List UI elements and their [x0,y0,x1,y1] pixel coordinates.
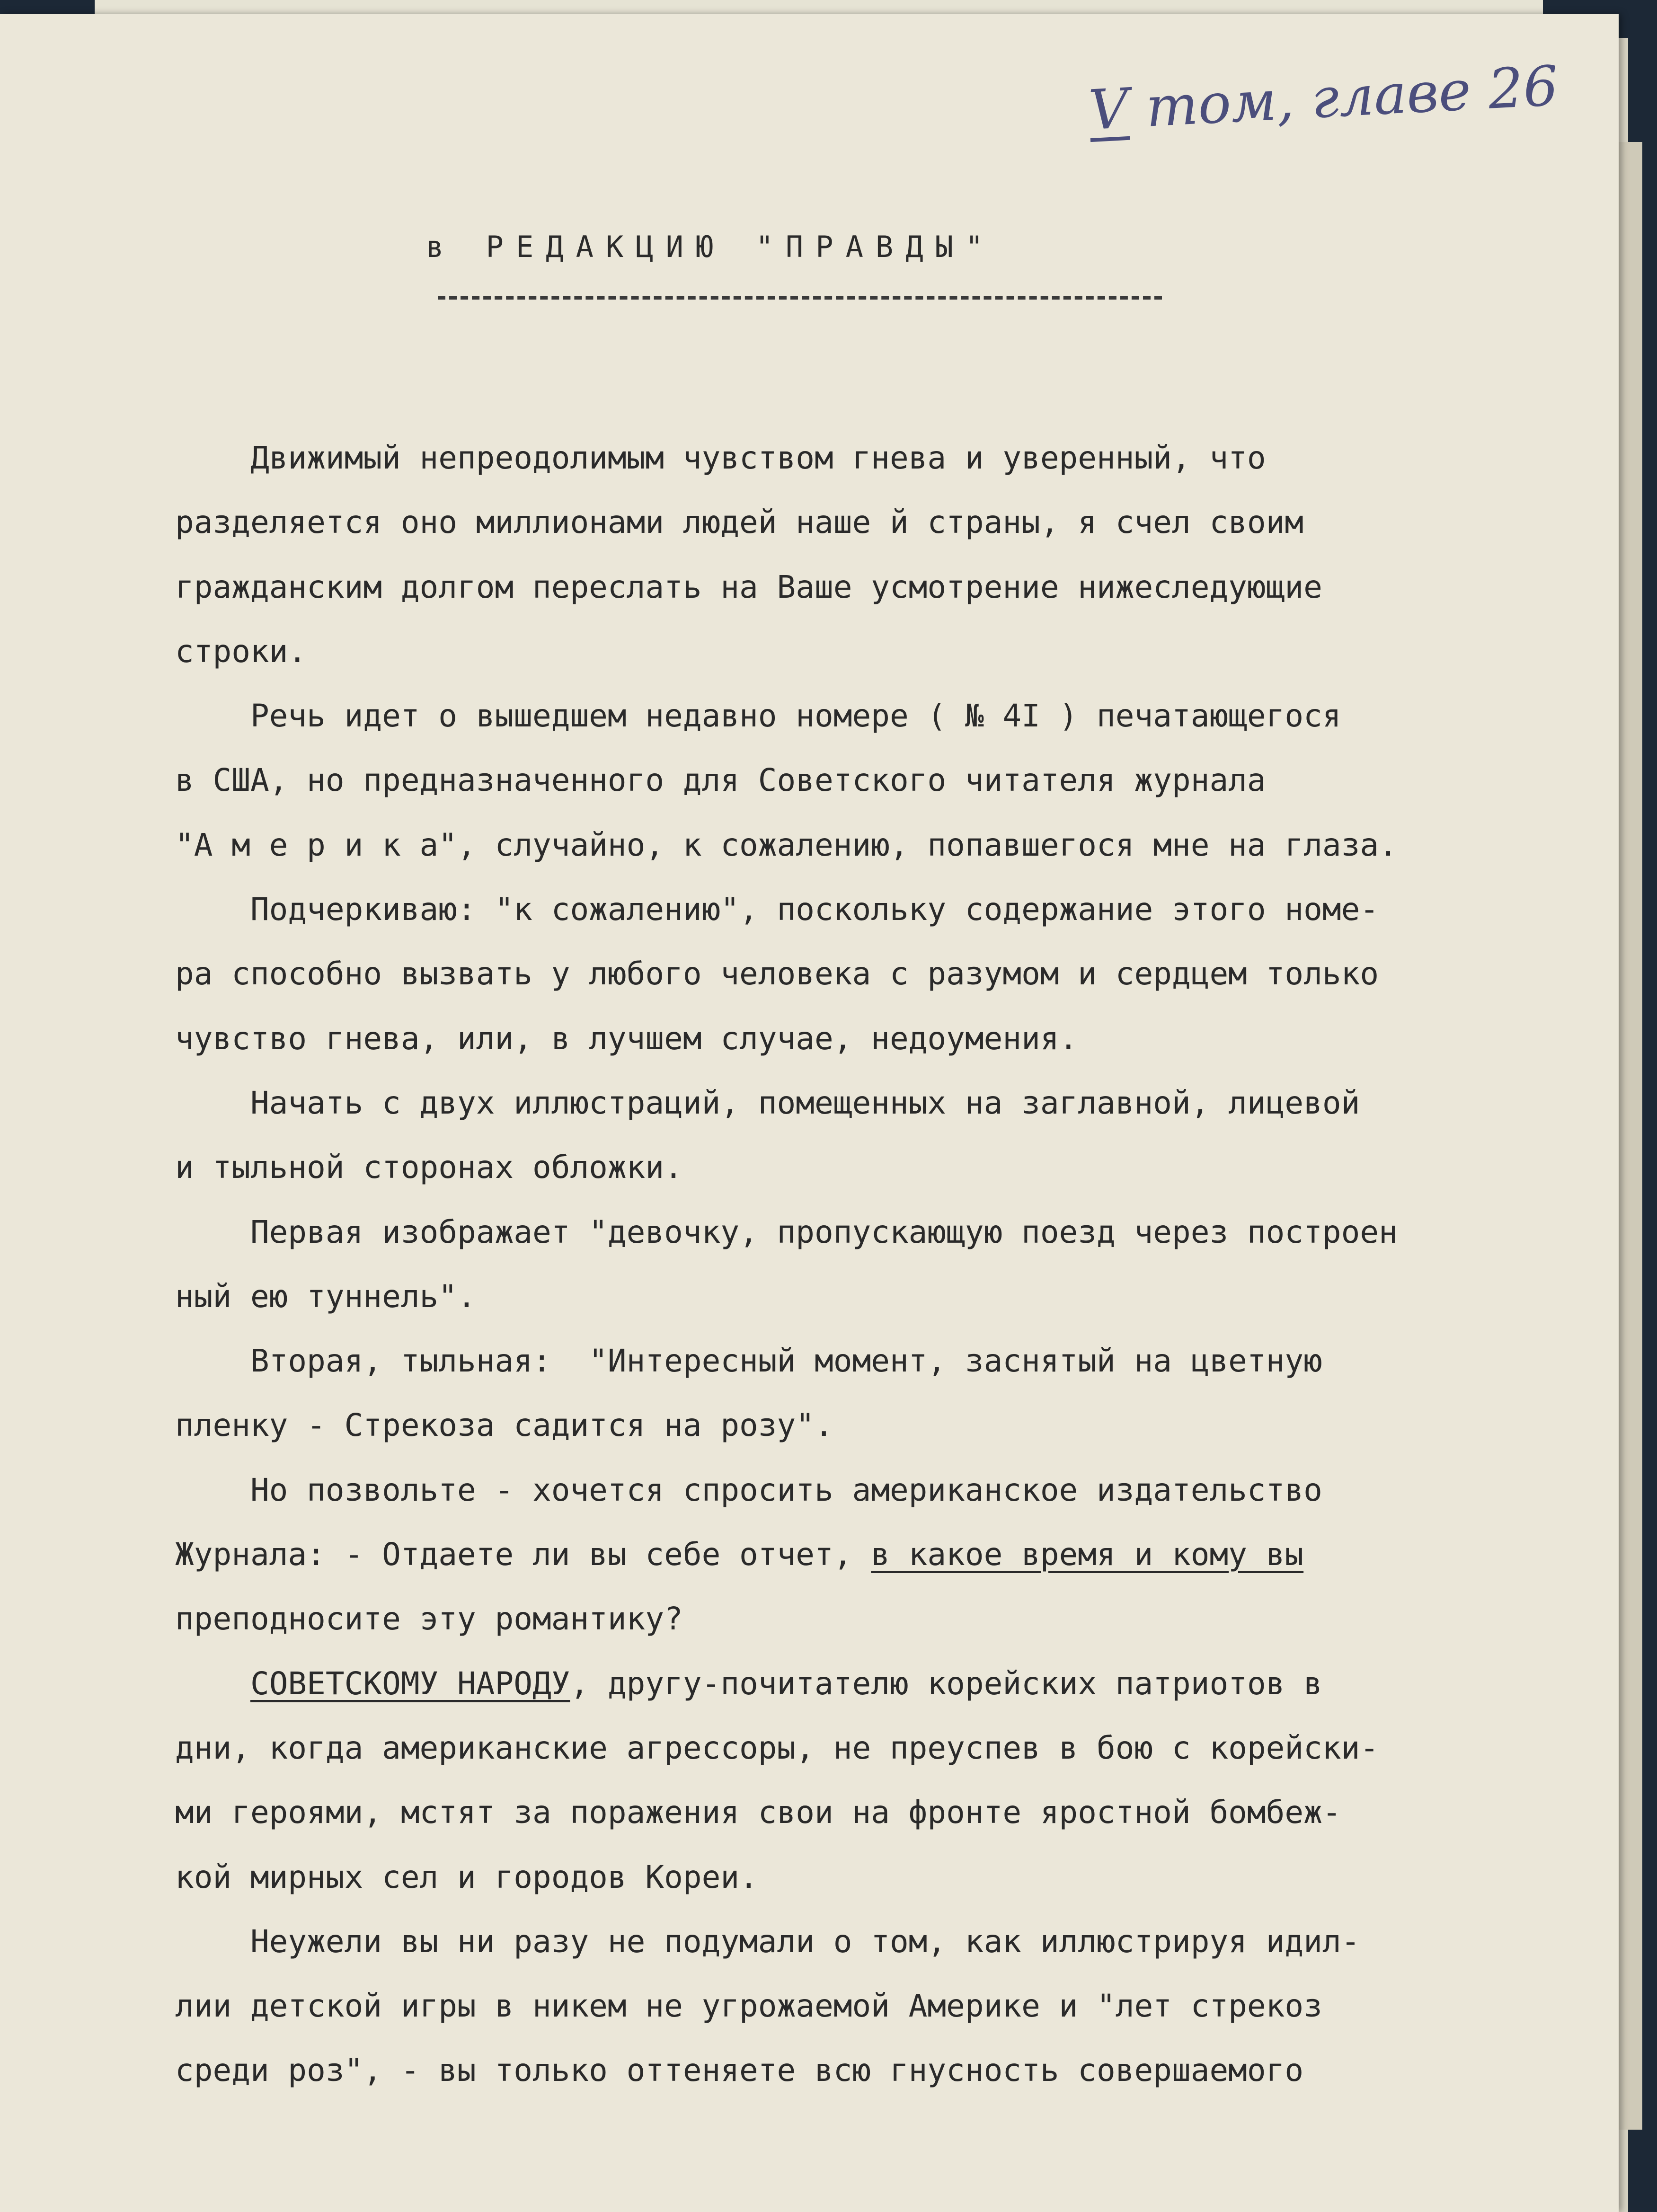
paragraph-6-rest: пленку - Стрекоза садится на розу". [175,1407,833,1444]
paragraph-4-rest: и тыльной сторонах обложки. [175,1149,683,1186]
paragraph-2-first: Речь идет о вышедшем недавно номере ( № 4I ) печатающегося [175,698,1341,734]
paragraph-8 [175,1652,1548,1910]
paragraph-3-rest: ра способно вызвать у любого человека с разумом и сердцем только чувство гнева, или, в лучшем случае, недоумения. [175,956,1379,1057]
paragraph-5-rest: ный ею туннель". [175,1278,476,1315]
paragraph-6 [175,1329,1548,1458]
paragraph-5-first: Первая изображает "девочку, пропускающую поезд через построен [175,1213,1398,1250]
paragraph-9 [175,1910,1548,2103]
paragraph-8-underlined: СОВЕТСКОМУ НАРОДУ [250,1665,570,1702]
paragraph-4 [175,1071,1548,1200]
paragraph-1 [175,426,1548,684]
paragraph-6-first: Вторая, тыльная: "Интересный момент, заснятый на цветную [175,1343,1322,1380]
paragraph-4-first: Начать с двух иллюстраций, помещенных на заглавной, лицевой [175,1084,1360,1121]
paragraph-1-rest: разделяется оно миллионами людей наше й страны, я счел своим гражданским долгом переслать на Ваше усмотрение нижеследующие строки. [175,504,1322,670]
paragraph-8-first: , другу-почитателю корейских патриотов в [570,1665,1322,1702]
document-page [0,14,1619,2212]
paragraph-7-underlined: в какое время и кому вы [871,1536,1304,1573]
paragraph-9-rest: лии детской игры в никем не угрожаемой Америке и "лет стрекоз среди роз", - вы только оттеняете всю гнусность совершаемого [175,1988,1322,2089]
paragraph-7-rest: преподносите эту романтику? [175,1601,683,1637]
paragraph-3-first: Подчеркиваю: "к сожалению", поскольку содержание этого номе- [175,891,1379,928]
body-text [175,426,1548,2103]
paragraph-2 [175,684,1548,877]
paragraph-7 [175,1458,1548,1652]
paragraph-8-rest: дни, когда американские агрессоры, не преуспев в бою с корейски- ми героями, мстят за поражения свои на фронте яростной бомбеж- кой мирных сел и городов Кореи. [175,1729,1379,1895]
paragraph-3 [175,877,1548,1071]
handwritten-roman: V [1087,76,1130,143]
paragraph-5 [175,1200,1548,1329]
paragraph-7-first: Но позвольте - хочется спросить американское издательство [175,1471,1322,1508]
page-title: в РЕДАКЦИЮ "ПРАВДЫ" [426,230,996,264]
paragraph-9-first: Неужели вы ни разу не подумали о том, как иллюстрируя идил- [175,1923,1360,1960]
paragraph-1-first: Движимый непреодолимым чувством гнева и уверенный, что [175,440,1266,476]
handwritten-note [1087,54,1563,142]
paragraph-2-rest: в США, но предназначенного для Советского читателя журнала "А м е р и к а", случайно, к сожалению, попавшегося мне на глаза. [175,762,1398,863]
handwritten-rest: том, главе 26 [1126,54,1560,141]
title-underline [438,296,1162,300]
paragraph-7-line2: Журнала: - Отдаете ли вы себе отчет, [175,1536,871,1573]
